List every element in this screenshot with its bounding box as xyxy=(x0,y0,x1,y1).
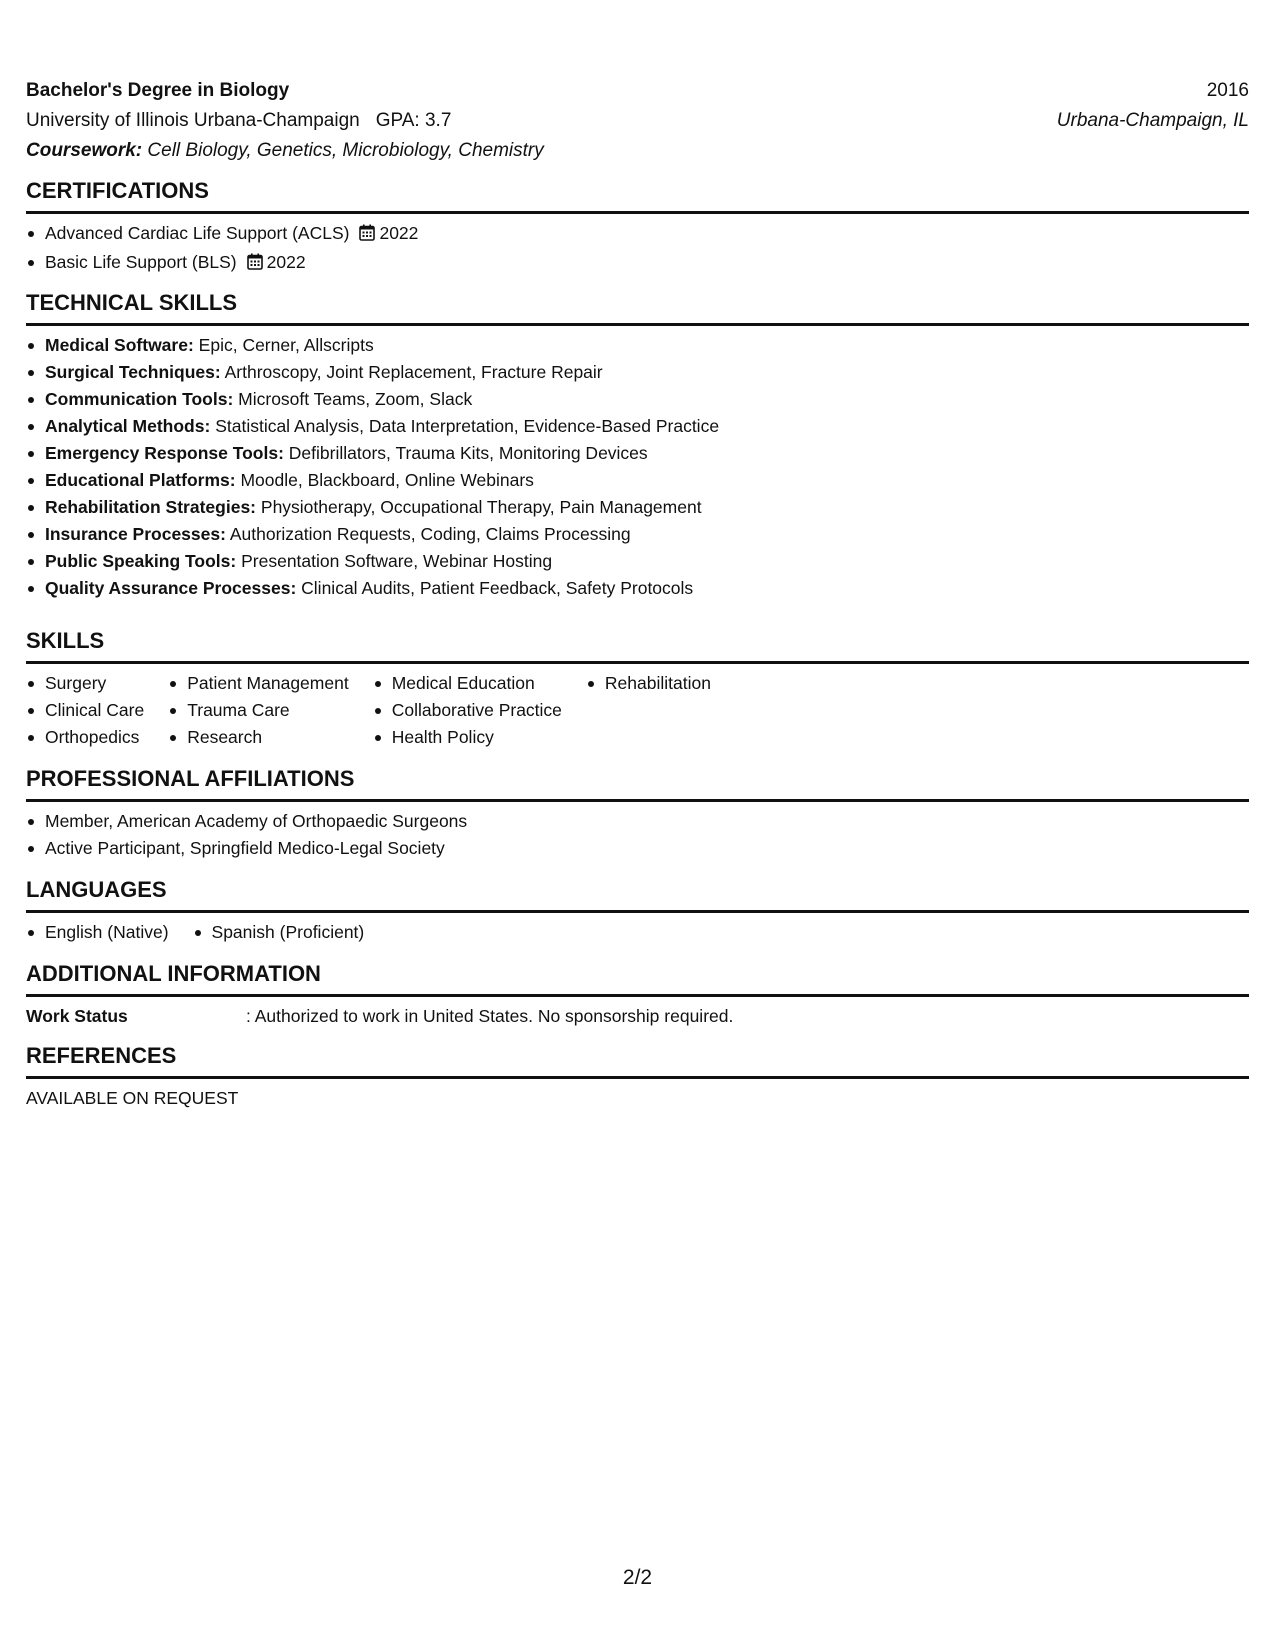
languages-section xyxy=(26,875,1249,946)
certification-year: 2022 xyxy=(266,252,306,272)
skill-values: Statistical Analysis, Data Interpretation, Evidence-Based Practice xyxy=(215,416,720,436)
skill-values: Clinical Audits, Patient Feedback, Safety Protocols xyxy=(301,578,694,598)
list-item xyxy=(26,548,1249,575)
list-item xyxy=(26,413,1249,440)
coursework-list: Cell Biology, Genetics, Microbiology, Chemistry xyxy=(147,140,544,161)
skill-category: Surgical Techniques: xyxy=(45,362,221,382)
school-label: University of Illinois Urbana-Champaign xyxy=(26,110,360,131)
section-title: PROFESSIONAL AFFILIATIONS xyxy=(26,764,1249,802)
list-item: Spanish (Proficient) xyxy=(193,919,365,946)
list-item: Medical Education xyxy=(373,670,562,697)
skill-values: Physiotherapy, Occupational Therapy, Pain Management xyxy=(260,497,702,517)
coursework xyxy=(26,140,544,162)
list-item: Trauma Care xyxy=(168,697,349,724)
list-item: Collaborative Practice xyxy=(373,697,562,724)
section-title: LANGUAGES xyxy=(26,875,1249,913)
section-title: REFERENCES xyxy=(26,1041,1249,1079)
calendar-icon xyxy=(359,222,375,249)
list-item xyxy=(26,359,1249,386)
skill-values: Defibrillators, Trauma Kits, Monitoring Devices xyxy=(288,443,648,463)
degree-title: Bachelor's Degree in Biology xyxy=(26,80,290,101)
skills-column xyxy=(26,670,144,751)
list-item xyxy=(26,386,1249,413)
skill-values: Microsoft Teams, Zoom, Slack xyxy=(238,389,473,409)
school-location: Urbana-Champaign, IL xyxy=(1056,110,1249,131)
page-number: 2/2 xyxy=(622,1566,653,1589)
skill-category: Insurance Processes: xyxy=(45,524,226,544)
section-title: ADDITIONAL INFORMATION xyxy=(26,959,1249,997)
list-item xyxy=(26,467,1249,494)
work-status-label: Work Status xyxy=(26,1006,128,1026)
list-item xyxy=(26,521,1249,548)
graduation-year: 2016 xyxy=(1206,80,1249,101)
references-section xyxy=(26,1041,1249,1112)
list-item: Health Policy xyxy=(373,724,562,751)
certifications-list xyxy=(26,220,1249,278)
section-title: CERTIFICATIONS xyxy=(26,176,1249,214)
skills-column xyxy=(373,670,562,751)
list-item: Member, American Academy of Orthopaedic Surgeons xyxy=(26,808,1249,835)
certification-name: Basic Life Support (BLS) xyxy=(45,252,237,272)
certifications-section xyxy=(26,176,1249,278)
section-title: SKILLS xyxy=(26,626,1249,664)
skill-values: Authorization Requests, Coding, Claims Processing xyxy=(229,524,631,544)
list-item: Orthopedics xyxy=(26,724,144,751)
skill-category: Medical Software: xyxy=(45,335,194,355)
coursework-label: Coursework: xyxy=(26,140,143,161)
certification-name: Advanced Cardiac Life Support (ACLS) xyxy=(45,223,350,243)
affiliations-section xyxy=(26,764,1249,862)
skills-columns xyxy=(26,670,1249,751)
list-item: English (Native) xyxy=(26,919,169,946)
list-item xyxy=(26,440,1249,467)
list-item: Surgery xyxy=(26,670,144,697)
skill-values: Presentation Software, Webinar Hosting xyxy=(241,551,553,571)
list-item: Active Participant, Springfield Medico-Legal Society xyxy=(26,835,1249,862)
skill-category: Public Speaking Tools: xyxy=(45,551,237,571)
list-item xyxy=(26,332,1249,359)
skills-column xyxy=(168,670,349,751)
skill-category: Educational Platforms: xyxy=(45,470,236,490)
list-item xyxy=(26,575,1249,602)
affiliations-list xyxy=(26,808,1249,862)
references-text: AVAILABLE ON REQUEST xyxy=(26,1088,239,1108)
skill-values: Arthroscopy, Joint Replacement, Fracture Repair xyxy=(224,362,603,382)
skill-values: Moodle, Blackboard, Online Webinars xyxy=(240,470,534,490)
skill-values: Epic, Cerner, Allscripts xyxy=(198,335,374,355)
skills-section xyxy=(26,626,1249,751)
gpa: GPA: 3.7 xyxy=(375,110,452,131)
skill-category: Rehabilitation Strategies: xyxy=(45,497,257,517)
certification-year: 2022 xyxy=(379,223,419,243)
list-item: Patient Management xyxy=(168,670,349,697)
list-item: Research xyxy=(168,724,349,751)
work-status-row xyxy=(26,1003,1249,1030)
school-name xyxy=(26,110,451,132)
skill-category: Communication Tools: xyxy=(45,389,234,409)
list-item: Clinical Care xyxy=(26,697,144,724)
list-item: Rehabilitation xyxy=(586,670,711,697)
languages-list xyxy=(26,919,1249,946)
list-item xyxy=(26,249,1249,278)
calendar-icon xyxy=(247,251,263,278)
section-title: TECHNICAL SKILLS xyxy=(26,288,1249,326)
skill-category: Emergency Response Tools: xyxy=(45,443,284,463)
additional-info-section xyxy=(26,959,1249,1030)
technical-skills-list xyxy=(26,332,1249,602)
list-item xyxy=(26,220,1249,249)
list-item xyxy=(26,494,1249,521)
skills-column xyxy=(586,670,711,751)
technical-skills-section xyxy=(26,288,1249,602)
skill-category: Quality Assurance Processes: xyxy=(45,578,297,598)
work-status-value: : Authorized to work in United States. No sponsorship required. xyxy=(246,1006,734,1026)
education-entry xyxy=(26,76,1249,166)
skill-category: Analytical Methods: xyxy=(45,416,211,436)
